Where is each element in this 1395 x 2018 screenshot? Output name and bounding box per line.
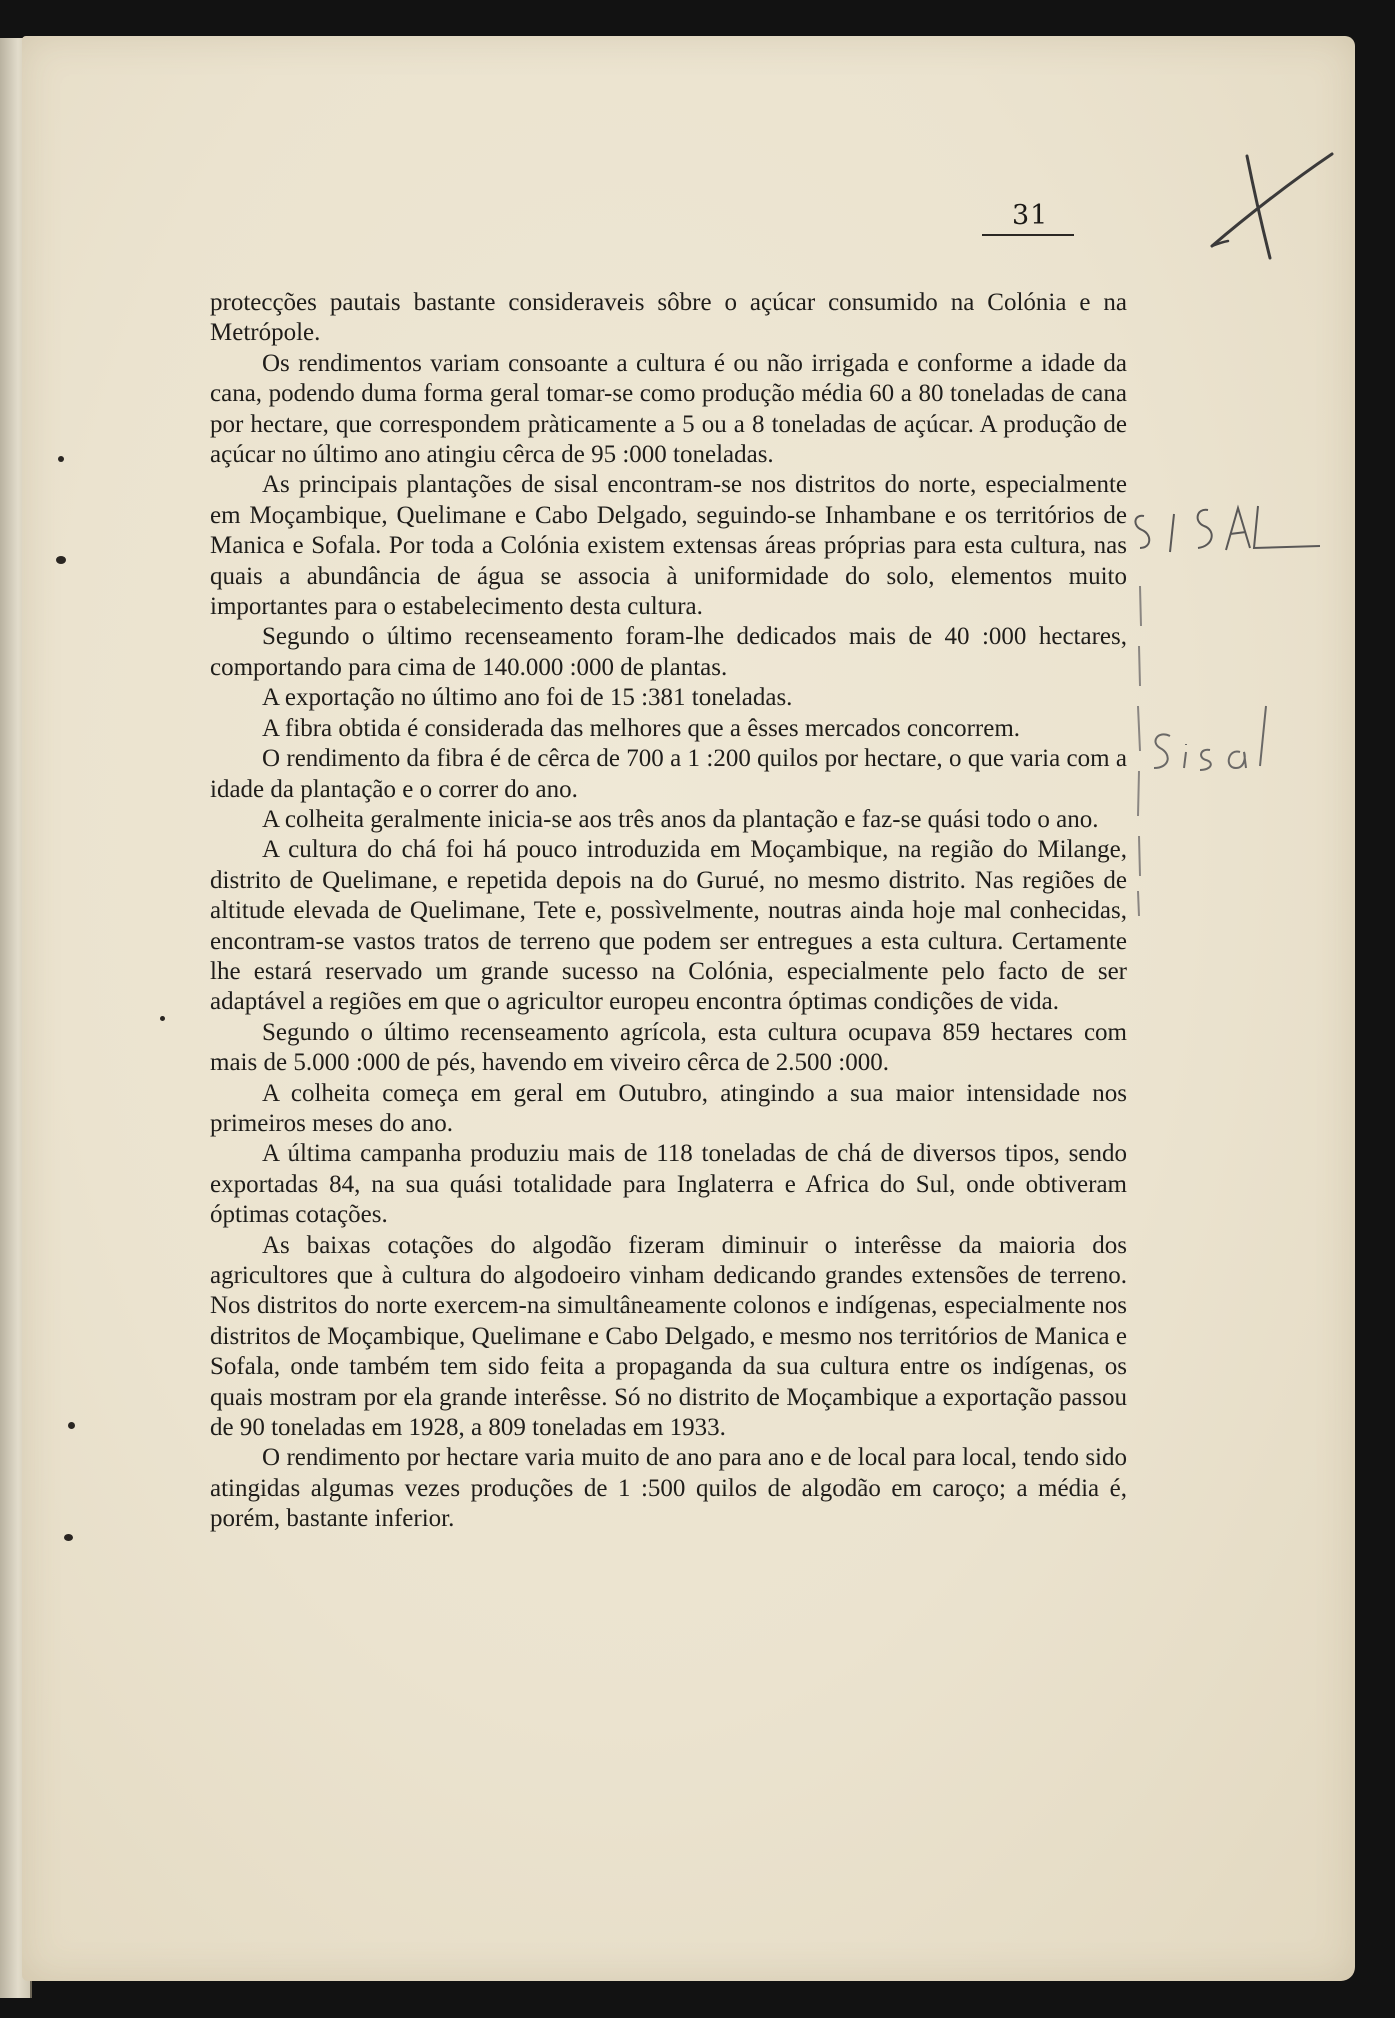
page-number: 31	[1012, 200, 1049, 231]
paragraph: A colheita começa em geral em Outubro, atingindo a sua maior intensidade nos primeiros meses do ano.	[210, 1079, 1127, 1137]
paragraph: O rendimento por hectare varia muito de ano para ano e de local para local, tendo sido atingidas algumas vezes produções de 1 :500 quilos de algodão em caroço; a média é, porém, bastante inferior.	[210, 1444, 1127, 1533]
paragraph: Os rendimentos variam consoante a cultura é ou não irrigada e conforme a idade da cana, podendo duma forma geral tomar-se como produção média 60 a 80 toneladas de cana por hectare, que correspondem pràticamente a 5 ou a 8 toneladas de açúcar. A produção de açúcar no último ano atingiu cêrca de 95 :000 toneladas.	[210, 349, 1127, 469]
page-number-rule	[982, 234, 1074, 236]
pencil-x-mark	[1192, 146, 1342, 266]
paper-speck	[160, 1016, 165, 1021]
paper-speck	[56, 556, 66, 564]
paragraph: Segundo o último recenseamento foram-lhe dedicados mais de 40 :000 hectares, comportando para cima de 140.000 :000 de plantas.	[210, 623, 1127, 681]
paragraph: A colheita geralmente inicia-se aos três anos da plantação e faz-se quási todo o ano.	[262, 805, 1099, 833]
paragraph: As principais plantações de sisal encontram-se nos distritos do norte, especialmente em Moçambique, Quelimane e Cabo Delgado, seguindo-se Inhambane e os territórios de Manica e Sofala. Por toda a Colónia existem extensas áreas próprias para esta cultura, nas quais a abundância de água se associa à uniformidade do solo, elementos muito importantes para o estabelecimento desta cultura.	[210, 471, 1127, 621]
paragraph: A última campanha produziu mais de 118 toneladas de chá de diversos tipos, sendo exportadas 84, na sua quási totalidade para Inglaterra e Africa do Sul, onde obtiveram óptimas cotações.	[210, 1140, 1127, 1229]
paragraph: O rendimento da fibra é de cêrca de 700 a 1 :200 quilos por hectare, o que varia com a idade da plantação e o correr do ano.	[210, 745, 1127, 803]
paragraph: A exportação no último ano foi de 15 :381 toneladas.	[262, 684, 793, 712]
body-text	[210, 288, 1127, 1535]
book-page	[22, 36, 1355, 1981]
paragraph: protecções pautais bastante consideraveis sôbre o açúcar consumido na Colónia e na Metrópole.	[210, 289, 1127, 347]
pencil-margin-line	[1132, 586, 1152, 916]
pencil-note-sisal-lower	[1140, 696, 1310, 786]
paper-speck	[64, 1534, 73, 1541]
paragraph: As baixas cotações do algodão fizeram diminuir o interêsse da maioria dos agricultores que à cultura do algodoeiro vinham dedicando grandes extensões de terreno. Nos distritos do norte exercem-na simultâneamente colonos e indígenas, especialmente nos distritos de Moçambique, Quelimane e Cabo Delgado, e mesmo nos territórios de Manica e Sofala, onde também tem sido feita a propaganda da sua cultura entre os indígenas, os quais mostram por ela grande interêsse. Só no distrito de Moçambique a exportação passou de 90 toneladas em 1928, a 809 toneladas em 1933.	[210, 1231, 1127, 1442]
paragraph: A cultura do chá foi há pouco introduzida em Moçambique, na região do Milange, distrito de Quelimane, e repetida depois na do Gurué, no mesmo distrito. Nas regiões de altitude elevada de Quelimane, Tete e, possìvelmente, noutras ainda hoje mal conhecidas, encontram-se vastos tratos de terreno que podem ser entregues a esta cultura. Certamente lhe estará reservado um grande sucesso na Colónia, especialmente pelo facto de ser adaptável a regiões em que o agricultor europeu encontra óptimas condições de vida.	[210, 836, 1127, 1016]
paragraph: Segundo o último recenseamento agrícola, esta cultura ocupava 859 hectares com mais de 5.000 :000 de pés, havendo em viveiro cêrca de 2.500 :000.	[210, 1018, 1127, 1077]
pencil-note-sisal-upper	[1130, 496, 1330, 576]
paper-speck	[68, 1422, 75, 1429]
paper-speck	[58, 456, 64, 462]
paragraph: A fibra obtida é considerada das melhores que a êsses mercados concorrem.	[262, 714, 1021, 742]
